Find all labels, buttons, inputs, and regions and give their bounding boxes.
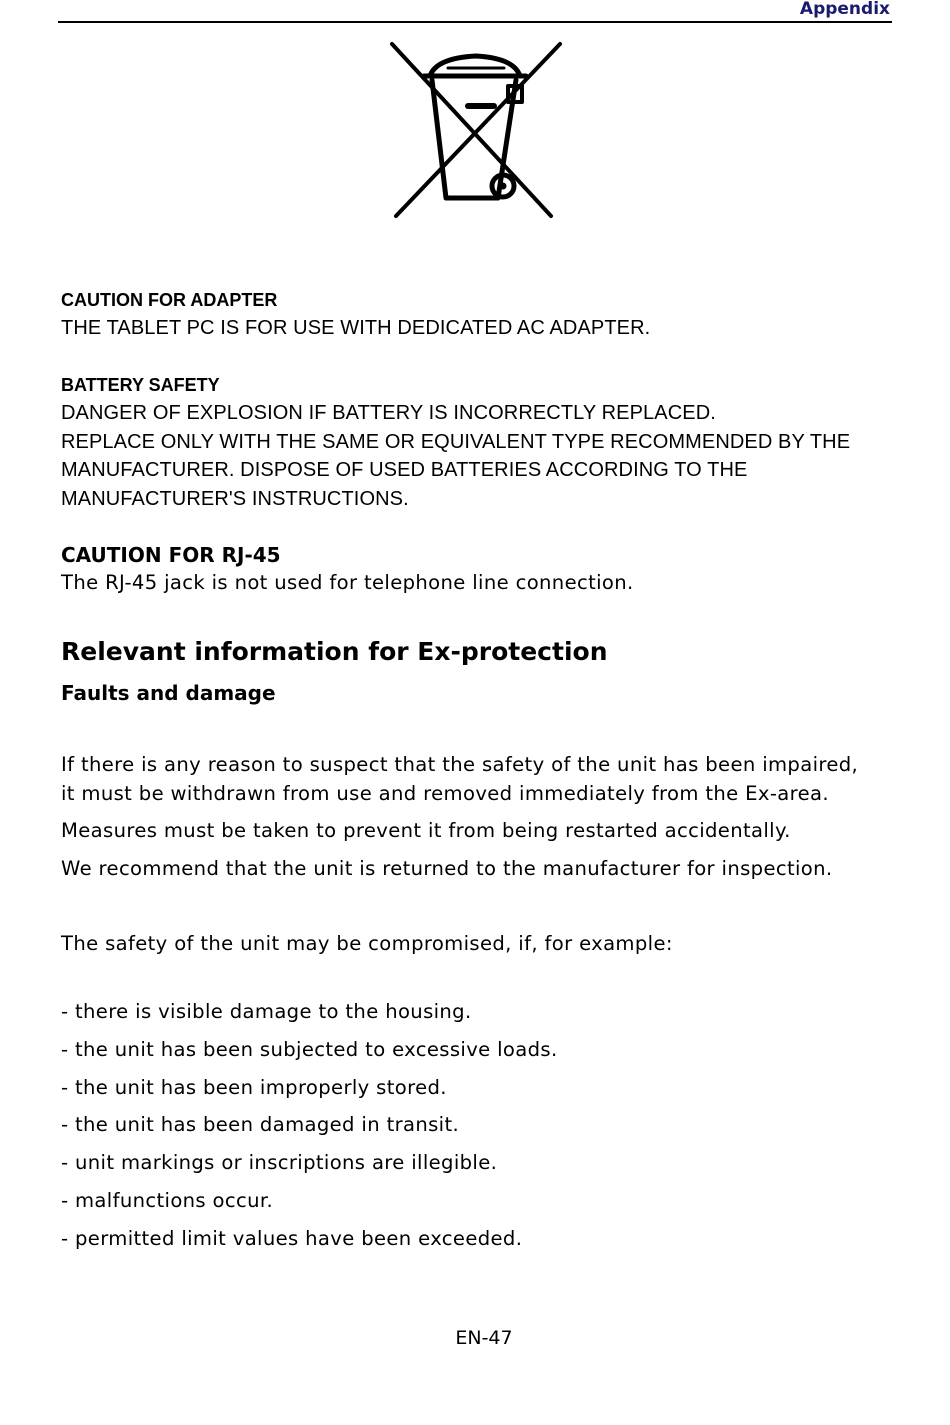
list-item: - malfunctions occur. xyxy=(61,1188,274,1212)
ex-list xyxy=(61,998,921,1263)
battery-line: MANUFACTURER. DISPOSE OF USED BATTERIES ACCORDING TO THE xyxy=(61,459,748,481)
adapter-text: THE TABLET PC IS FOR USE WITH DEDICATED AC ADAPTER. xyxy=(61,317,651,339)
ex-paragraphs xyxy=(61,751,921,883)
ex-subheading: Faults and damage xyxy=(61,681,276,705)
battery-line: DANGER OF EXPLOSION IF BATTERY IS INCORRECTLY REPLACED. xyxy=(61,402,716,424)
list-item: - the unit has been improperly stored. xyxy=(61,1075,447,1099)
list-item: - unit markings or inscriptions are illegible. xyxy=(61,1151,498,1175)
ex-intro-block xyxy=(61,930,921,959)
header-divider xyxy=(58,21,892,23)
list-item: - permitted limit values have been exceeded. xyxy=(61,1226,523,1250)
list-item: - there is visible damage to the housing. xyxy=(61,1000,472,1023)
page-number: EN-47 xyxy=(455,1327,513,1349)
ex-para1-line: If there is any reason to suspect that the safety of the unit has been impaired, xyxy=(61,753,859,776)
rj45-section xyxy=(61,541,921,598)
adapter-title: CAUTION FOR ADAPTER xyxy=(61,290,278,310)
section-label: Appendix xyxy=(799,0,890,19)
ex-para2: Measures must be taken to prevent it from being restarted accidentally. xyxy=(61,819,791,842)
ex-para3: We recommend that the unit is returned to the manufacturer for inspection. xyxy=(61,856,833,880)
ex-intro: The safety of the unit may be compromised, if, for example: xyxy=(61,932,673,955)
crossed-out-wheelie-bin-icon xyxy=(386,40,566,222)
battery-line: REPLACE ONLY WITH THE SAME OR EQUIVALENT TYPE RECOMMENDED BY THE xyxy=(61,430,851,453)
list-item: - the unit has been damaged in transit. xyxy=(61,1113,460,1137)
adapter-section xyxy=(61,286,921,343)
battery-title: BATTERY SAFETY xyxy=(61,375,220,395)
list-item: - the unit has been subjected to excessive loads. xyxy=(61,1037,558,1061)
ex-para1-line: it must be withdrawn from use and removed immediately from the Ex-area. xyxy=(61,781,829,805)
rj45-text: The RJ-45 jack is not used for telephone line connection. xyxy=(61,571,634,594)
ex-heading: Relevant information for Ex-protection xyxy=(61,637,608,666)
ex-heading-block xyxy=(61,635,921,707)
battery-line: MANUFACTURER'S INSTRUCTIONS. xyxy=(61,487,409,510)
rj45-title: CAUTION FOR RJ-45 xyxy=(61,543,281,567)
battery-section xyxy=(61,371,921,513)
